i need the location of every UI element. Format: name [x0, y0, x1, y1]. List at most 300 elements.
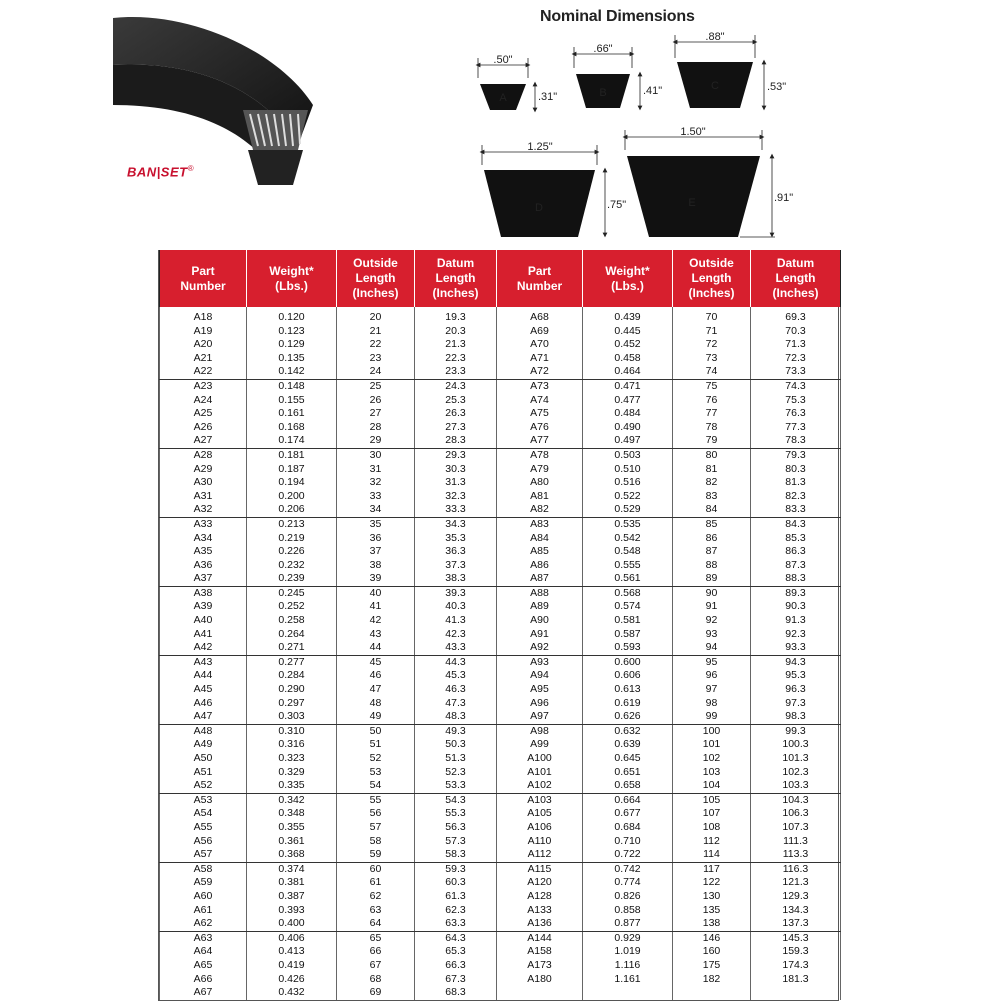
- table-cell: 41: [337, 600, 415, 614]
- table-cell: 27: [337, 407, 415, 421]
- table-cell: 102: [673, 752, 751, 766]
- table-cell: 27.3: [415, 421, 497, 435]
- table-cell: 82: [673, 476, 751, 490]
- table-cell: 0.200: [247, 490, 337, 504]
- table-row: [160, 517, 841, 531]
- table-cell: 84.3: [751, 517, 841, 531]
- section-b-label: B: [599, 87, 607, 99]
- table-cell: A77: [497, 434, 583, 448]
- table-cell: A102: [497, 779, 583, 793]
- table-cell: 90.3: [751, 600, 841, 614]
- table-cell: 40.3: [415, 600, 497, 614]
- table-cell: 85: [673, 517, 751, 531]
- table-cell: 0.168: [247, 421, 337, 435]
- table-row: [160, 628, 841, 642]
- table-row: [160, 379, 841, 393]
- table-cell: 71.3: [751, 338, 841, 352]
- cross-section-diagram: [470, 30, 800, 245]
- table-cell: 0.929: [583, 931, 673, 945]
- diagram-title: Nominal Dimensions: [540, 8, 695, 25]
- table-cell: 160: [673, 945, 751, 959]
- table-cell: A173: [497, 959, 583, 973]
- table-cell: A40: [160, 614, 247, 628]
- table-cell: A120: [497, 876, 583, 890]
- table-cell: 0.645: [583, 752, 673, 766]
- table-cell: 0.123: [247, 325, 337, 339]
- table-cell: 112: [673, 835, 751, 849]
- table-cell: A96: [497, 697, 583, 711]
- table-row: [160, 421, 841, 435]
- table-cell: 25: [337, 379, 415, 393]
- table-row: [160, 325, 841, 339]
- table-row: [160, 434, 841, 448]
- table-cell: 1.161: [583, 973, 673, 987]
- table-cell: 96.3: [751, 683, 841, 697]
- table-cell: 35.3: [415, 532, 497, 546]
- table-row: [160, 503, 841, 517]
- table-cell: 47.3: [415, 697, 497, 711]
- table-cell: [497, 986, 583, 1000]
- table-cell: 0.658: [583, 779, 673, 793]
- table-cell: A49: [160, 738, 247, 752]
- table-cell: 30.3: [415, 463, 497, 477]
- table-cell: A71: [497, 352, 583, 366]
- table-cell: [583, 986, 673, 1000]
- table-cell: 0.722: [583, 848, 673, 862]
- table-cell: 63.3: [415, 917, 497, 931]
- table-row: [160, 724, 841, 738]
- table-cell: A92: [497, 641, 583, 655]
- table-cell: 57.3: [415, 835, 497, 849]
- table-cell: 80.3: [751, 463, 841, 477]
- table-cell: A22: [160, 365, 247, 379]
- section-b-height: .41": [643, 85, 663, 97]
- table-cell: 0.120: [247, 307, 337, 325]
- table-cell: A50: [160, 752, 247, 766]
- table-cell: A72: [497, 365, 583, 379]
- table-cell: 0.684: [583, 821, 673, 835]
- table-cell: 43: [337, 628, 415, 642]
- table-cell: 0.187: [247, 463, 337, 477]
- table-cell: 30: [337, 448, 415, 462]
- table-cell: 63: [337, 904, 415, 918]
- table-cell: 62: [337, 890, 415, 904]
- table-cell: 0.335: [247, 779, 337, 793]
- table-cell: 0.135: [247, 352, 337, 366]
- table-cell: 23.3: [415, 365, 497, 379]
- table-row: [160, 490, 841, 504]
- table-cell: 91.3: [751, 614, 841, 628]
- table-cell: 0.600: [583, 655, 673, 669]
- table-cell: 0.381: [247, 876, 337, 890]
- table-cell: 116.3: [751, 862, 841, 876]
- table-cell: 87.3: [751, 559, 841, 573]
- table-cell: 36.3: [415, 545, 497, 559]
- table-cell: 83.3: [751, 503, 841, 517]
- column-header: Weight* (Lbs.): [583, 250, 673, 307]
- table-cell: 0.232: [247, 559, 337, 573]
- table-row: [160, 572, 841, 586]
- table-cell: A80: [497, 476, 583, 490]
- table-cell: A29: [160, 463, 247, 477]
- table-cell: 55: [337, 793, 415, 807]
- table-cell: 76.3: [751, 407, 841, 421]
- table-cell: 85.3: [751, 532, 841, 546]
- table-cell: 0.651: [583, 766, 673, 780]
- section-a-width: .50": [493, 54, 513, 66]
- table-cell: 67.3: [415, 973, 497, 987]
- table-header-row: [160, 250, 841, 307]
- table-cell: 0.632: [583, 724, 673, 738]
- table-cell: 0.342: [247, 793, 337, 807]
- table-cell: A60: [160, 890, 247, 904]
- table-cell: 64.3: [415, 931, 497, 945]
- table-cell: 86.3: [751, 545, 841, 559]
- table-cell: 1.116: [583, 959, 673, 973]
- table-cell: 129.3: [751, 890, 841, 904]
- table-row: [160, 559, 841, 573]
- table-row: [160, 365, 841, 379]
- table-cell: 0.323: [247, 752, 337, 766]
- table-cell: 26.3: [415, 407, 497, 421]
- table-cell: 72: [673, 338, 751, 352]
- table-cell: 0.452: [583, 338, 673, 352]
- section-d-width: 1.25": [527, 141, 553, 153]
- table-row: [160, 352, 841, 366]
- table-cell: 0.503: [583, 448, 673, 462]
- table-cell: 0.406: [247, 931, 337, 945]
- table-cell: A68: [497, 307, 583, 325]
- table-cell: 49.3: [415, 724, 497, 738]
- table-cell: A25: [160, 407, 247, 421]
- section-e-width: 1.50": [680, 126, 706, 138]
- table-cell: 71: [673, 325, 751, 339]
- table-cell: A67: [160, 986, 247, 1000]
- table-cell: 0.529: [583, 503, 673, 517]
- table-cell: 49: [337, 710, 415, 724]
- table-cell: 50.3: [415, 738, 497, 752]
- table-cell: A33: [160, 517, 247, 531]
- table-cell: 0.510: [583, 463, 673, 477]
- table-cell: A23: [160, 379, 247, 393]
- table-cell: 0.174: [247, 434, 337, 448]
- table-cell: 182: [673, 973, 751, 987]
- table-cell: 45: [337, 655, 415, 669]
- table-cell: 130: [673, 890, 751, 904]
- table-cell: 0.226: [247, 545, 337, 559]
- table-cell: A61: [160, 904, 247, 918]
- table-cell: 66.3: [415, 959, 497, 973]
- column-header: Outside Length (Inches): [337, 250, 415, 307]
- table-cell: A28: [160, 448, 247, 462]
- section-d-height: .75": [607, 199, 627, 211]
- table-cell: 0.348: [247, 807, 337, 821]
- table-row: [160, 766, 841, 780]
- table-cell: A88: [497, 586, 583, 600]
- table-row: [160, 307, 841, 325]
- table-cell: A90: [497, 614, 583, 628]
- table-cell: 48.3: [415, 710, 497, 724]
- table-cell: 0.264: [247, 628, 337, 642]
- table-cell: A39: [160, 600, 247, 614]
- table-cell: 117: [673, 862, 751, 876]
- table-cell: 0.710: [583, 835, 673, 849]
- table-cell: A74: [497, 394, 583, 408]
- table-cell: A81: [497, 490, 583, 504]
- table-cell: A35: [160, 545, 247, 559]
- table-cell: A86: [497, 559, 583, 573]
- table-row: [160, 394, 841, 408]
- table-cell: 0.387: [247, 890, 337, 904]
- table-cell: 64: [337, 917, 415, 931]
- table-cell: 72.3: [751, 352, 841, 366]
- table-row: [160, 545, 841, 559]
- table-cell: 0.613: [583, 683, 673, 697]
- table-cell: 78.3: [751, 434, 841, 448]
- table-cell: 56: [337, 807, 415, 821]
- table-cell: 113.3: [751, 848, 841, 862]
- table-cell: A46: [160, 697, 247, 711]
- table-cell: 37.3: [415, 559, 497, 573]
- table-cell: 0.445: [583, 325, 673, 339]
- table-cell: A69: [497, 325, 583, 339]
- table-row: [160, 655, 841, 669]
- table-cell: 42.3: [415, 628, 497, 642]
- table-cell: A18: [160, 307, 247, 325]
- table-cell: 77.3: [751, 421, 841, 435]
- table-cell: 21.3: [415, 338, 497, 352]
- table-cell: 101.3: [751, 752, 841, 766]
- table-cell: A128: [497, 890, 583, 904]
- table-cell: A94: [497, 669, 583, 683]
- table-cell: 0.303: [247, 710, 337, 724]
- table-cell: 60: [337, 862, 415, 876]
- table-cell: A54: [160, 807, 247, 821]
- section-a-label: A: [499, 92, 507, 104]
- table-row: [160, 338, 841, 352]
- table-cell: 24.3: [415, 379, 497, 393]
- table-cell: 48: [337, 697, 415, 711]
- table-row: [160, 586, 841, 600]
- table-cell: 0.484: [583, 407, 673, 421]
- table-cell: 0.742: [583, 862, 673, 876]
- brand-logo: BAN|SET®: [127, 164, 194, 180]
- table-cell: A57: [160, 848, 247, 862]
- column-header: Weight* (Lbs.): [247, 250, 337, 307]
- table-cell: 0.477: [583, 394, 673, 408]
- table-cell: 31: [337, 463, 415, 477]
- table-row: [160, 862, 841, 876]
- table-cell: 81: [673, 463, 751, 477]
- table-cell: 74: [673, 365, 751, 379]
- table-cell: 25.3: [415, 394, 497, 408]
- table-cell: 36: [337, 532, 415, 546]
- table-cell: 103: [673, 766, 751, 780]
- table-row: [160, 973, 841, 987]
- table-cell: 0.426: [247, 973, 337, 987]
- table-cell: 0.568: [583, 586, 673, 600]
- table-cell: A58: [160, 862, 247, 876]
- table-cell: 0.490: [583, 421, 673, 435]
- table-cell: 44: [337, 641, 415, 655]
- table-cell: A42: [160, 641, 247, 655]
- table-cell: A31: [160, 490, 247, 504]
- table-cell: 59: [337, 848, 415, 862]
- table-cell: 22: [337, 338, 415, 352]
- table-cell: A65: [160, 959, 247, 973]
- table-cell: 41.3: [415, 614, 497, 628]
- table-cell: 104.3: [751, 793, 841, 807]
- table-cell: 0.142: [247, 365, 337, 379]
- table-cell: 43.3: [415, 641, 497, 655]
- section-c-width: .88": [705, 31, 725, 43]
- table-cell: 146: [673, 931, 751, 945]
- table-cell: 0.297: [247, 697, 337, 711]
- table-cell: 107.3: [751, 821, 841, 835]
- table-cell: A110: [497, 835, 583, 849]
- table-row: [160, 835, 841, 849]
- table-cell: 104: [673, 779, 751, 793]
- table-cell: 105: [673, 793, 751, 807]
- table-cell: A180: [497, 973, 583, 987]
- table-cell: A30: [160, 476, 247, 490]
- table-cell: 0.664: [583, 793, 673, 807]
- table-cell: 101: [673, 738, 751, 752]
- table-cell: A101: [497, 766, 583, 780]
- table-cell: 135: [673, 904, 751, 918]
- table-cell: 70: [673, 307, 751, 325]
- table-cell: A66: [160, 973, 247, 987]
- table-cell: A75: [497, 407, 583, 421]
- table-cell: 0.413: [247, 945, 337, 959]
- table-cell: 0.439: [583, 307, 673, 325]
- table-cell: 34.3: [415, 517, 497, 531]
- table-cell: A87: [497, 572, 583, 586]
- table-cell: A78: [497, 448, 583, 462]
- table-cell: A97: [497, 710, 583, 724]
- table-cell: A84: [497, 532, 583, 546]
- table-cell: 0.877: [583, 917, 673, 931]
- table-cell: A83: [497, 517, 583, 531]
- table-cell: 90: [673, 586, 751, 600]
- table-cell: 0.368: [247, 848, 337, 862]
- table-cell: A89: [497, 600, 583, 614]
- table-cell: 42: [337, 614, 415, 628]
- table-cell: 59.3: [415, 862, 497, 876]
- table-cell: 50: [337, 724, 415, 738]
- table-cell: 61.3: [415, 890, 497, 904]
- table-cell: 46: [337, 669, 415, 683]
- table-cell: 111.3: [751, 835, 841, 849]
- table-cell: 0.258: [247, 614, 337, 628]
- table-cell: 68.3: [415, 986, 497, 1000]
- table-cell: A51: [160, 766, 247, 780]
- table-cell: 51: [337, 738, 415, 752]
- table-cell: 0.219: [247, 532, 337, 546]
- table-cell: 54.3: [415, 793, 497, 807]
- table-row: [160, 448, 841, 462]
- table-cell: 29.3: [415, 448, 497, 462]
- table-cell: 134.3: [751, 904, 841, 918]
- table-cell: A32: [160, 503, 247, 517]
- table-cell: 0.606: [583, 669, 673, 683]
- table-row: [160, 931, 841, 945]
- table-cell: 32: [337, 476, 415, 490]
- table-cell: A100: [497, 752, 583, 766]
- table-row: [160, 669, 841, 683]
- table-cell: 44.3: [415, 655, 497, 669]
- table-cell: A48: [160, 724, 247, 738]
- table-cell: 122: [673, 876, 751, 890]
- table-cell: 81.3: [751, 476, 841, 490]
- table-cell: 66: [337, 945, 415, 959]
- table-cell: 0.271: [247, 641, 337, 655]
- table-cell: 55.3: [415, 807, 497, 821]
- table-cell: 61: [337, 876, 415, 890]
- table-cell: 20.3: [415, 325, 497, 339]
- table-cell: 91: [673, 600, 751, 614]
- table-cell: A63: [160, 931, 247, 945]
- section-e-height: .91": [774, 192, 794, 204]
- table-cell: A45: [160, 683, 247, 697]
- table-cell: 0.542: [583, 532, 673, 546]
- table-cell: 0.361: [247, 835, 337, 849]
- table-cell: 23: [337, 352, 415, 366]
- table-cell: 0.355: [247, 821, 337, 835]
- table-row: [160, 463, 841, 477]
- table-cell: 73.3: [751, 365, 841, 379]
- table-cell: A103: [497, 793, 583, 807]
- table-cell: 74.3: [751, 379, 841, 393]
- table-cell: 114: [673, 848, 751, 862]
- table-row: [160, 476, 841, 490]
- table-cell: 0.826: [583, 890, 673, 904]
- table-cell: 107: [673, 807, 751, 821]
- table-cell: A37: [160, 572, 247, 586]
- table-cell: A85: [497, 545, 583, 559]
- table-cell: 31.3: [415, 476, 497, 490]
- table-row: [160, 945, 841, 959]
- table-cell: A144: [497, 931, 583, 945]
- table-cell: 88.3: [751, 572, 841, 586]
- table-row: [160, 821, 841, 835]
- table-cell: A36: [160, 559, 247, 573]
- table-cell: 0.129: [247, 338, 337, 352]
- table-cell: 51.3: [415, 752, 497, 766]
- table-cell: 0.464: [583, 365, 673, 379]
- table-cell: 33.3: [415, 503, 497, 517]
- table-cell: 69.3: [751, 307, 841, 325]
- table-row: [160, 641, 841, 655]
- table-cell: 24: [337, 365, 415, 379]
- belt-spec-table: [158, 250, 839, 1001]
- table-cell: 137.3: [751, 917, 841, 931]
- table-cell: 0.310: [247, 724, 337, 738]
- table-cell: 0.148: [247, 379, 337, 393]
- table-cell: A112: [497, 848, 583, 862]
- table-cell: 103.3: [751, 779, 841, 793]
- table-cell: 0.206: [247, 503, 337, 517]
- table-cell: 65: [337, 931, 415, 945]
- table-cell: 0.419: [247, 959, 337, 973]
- table-cell: 89.3: [751, 586, 841, 600]
- table-cell: 22.3: [415, 352, 497, 366]
- table-cell: A56: [160, 835, 247, 849]
- table-cell: 75: [673, 379, 751, 393]
- table-cell: 28.3: [415, 434, 497, 448]
- table-row: [160, 917, 841, 931]
- table-cell: 58: [337, 835, 415, 849]
